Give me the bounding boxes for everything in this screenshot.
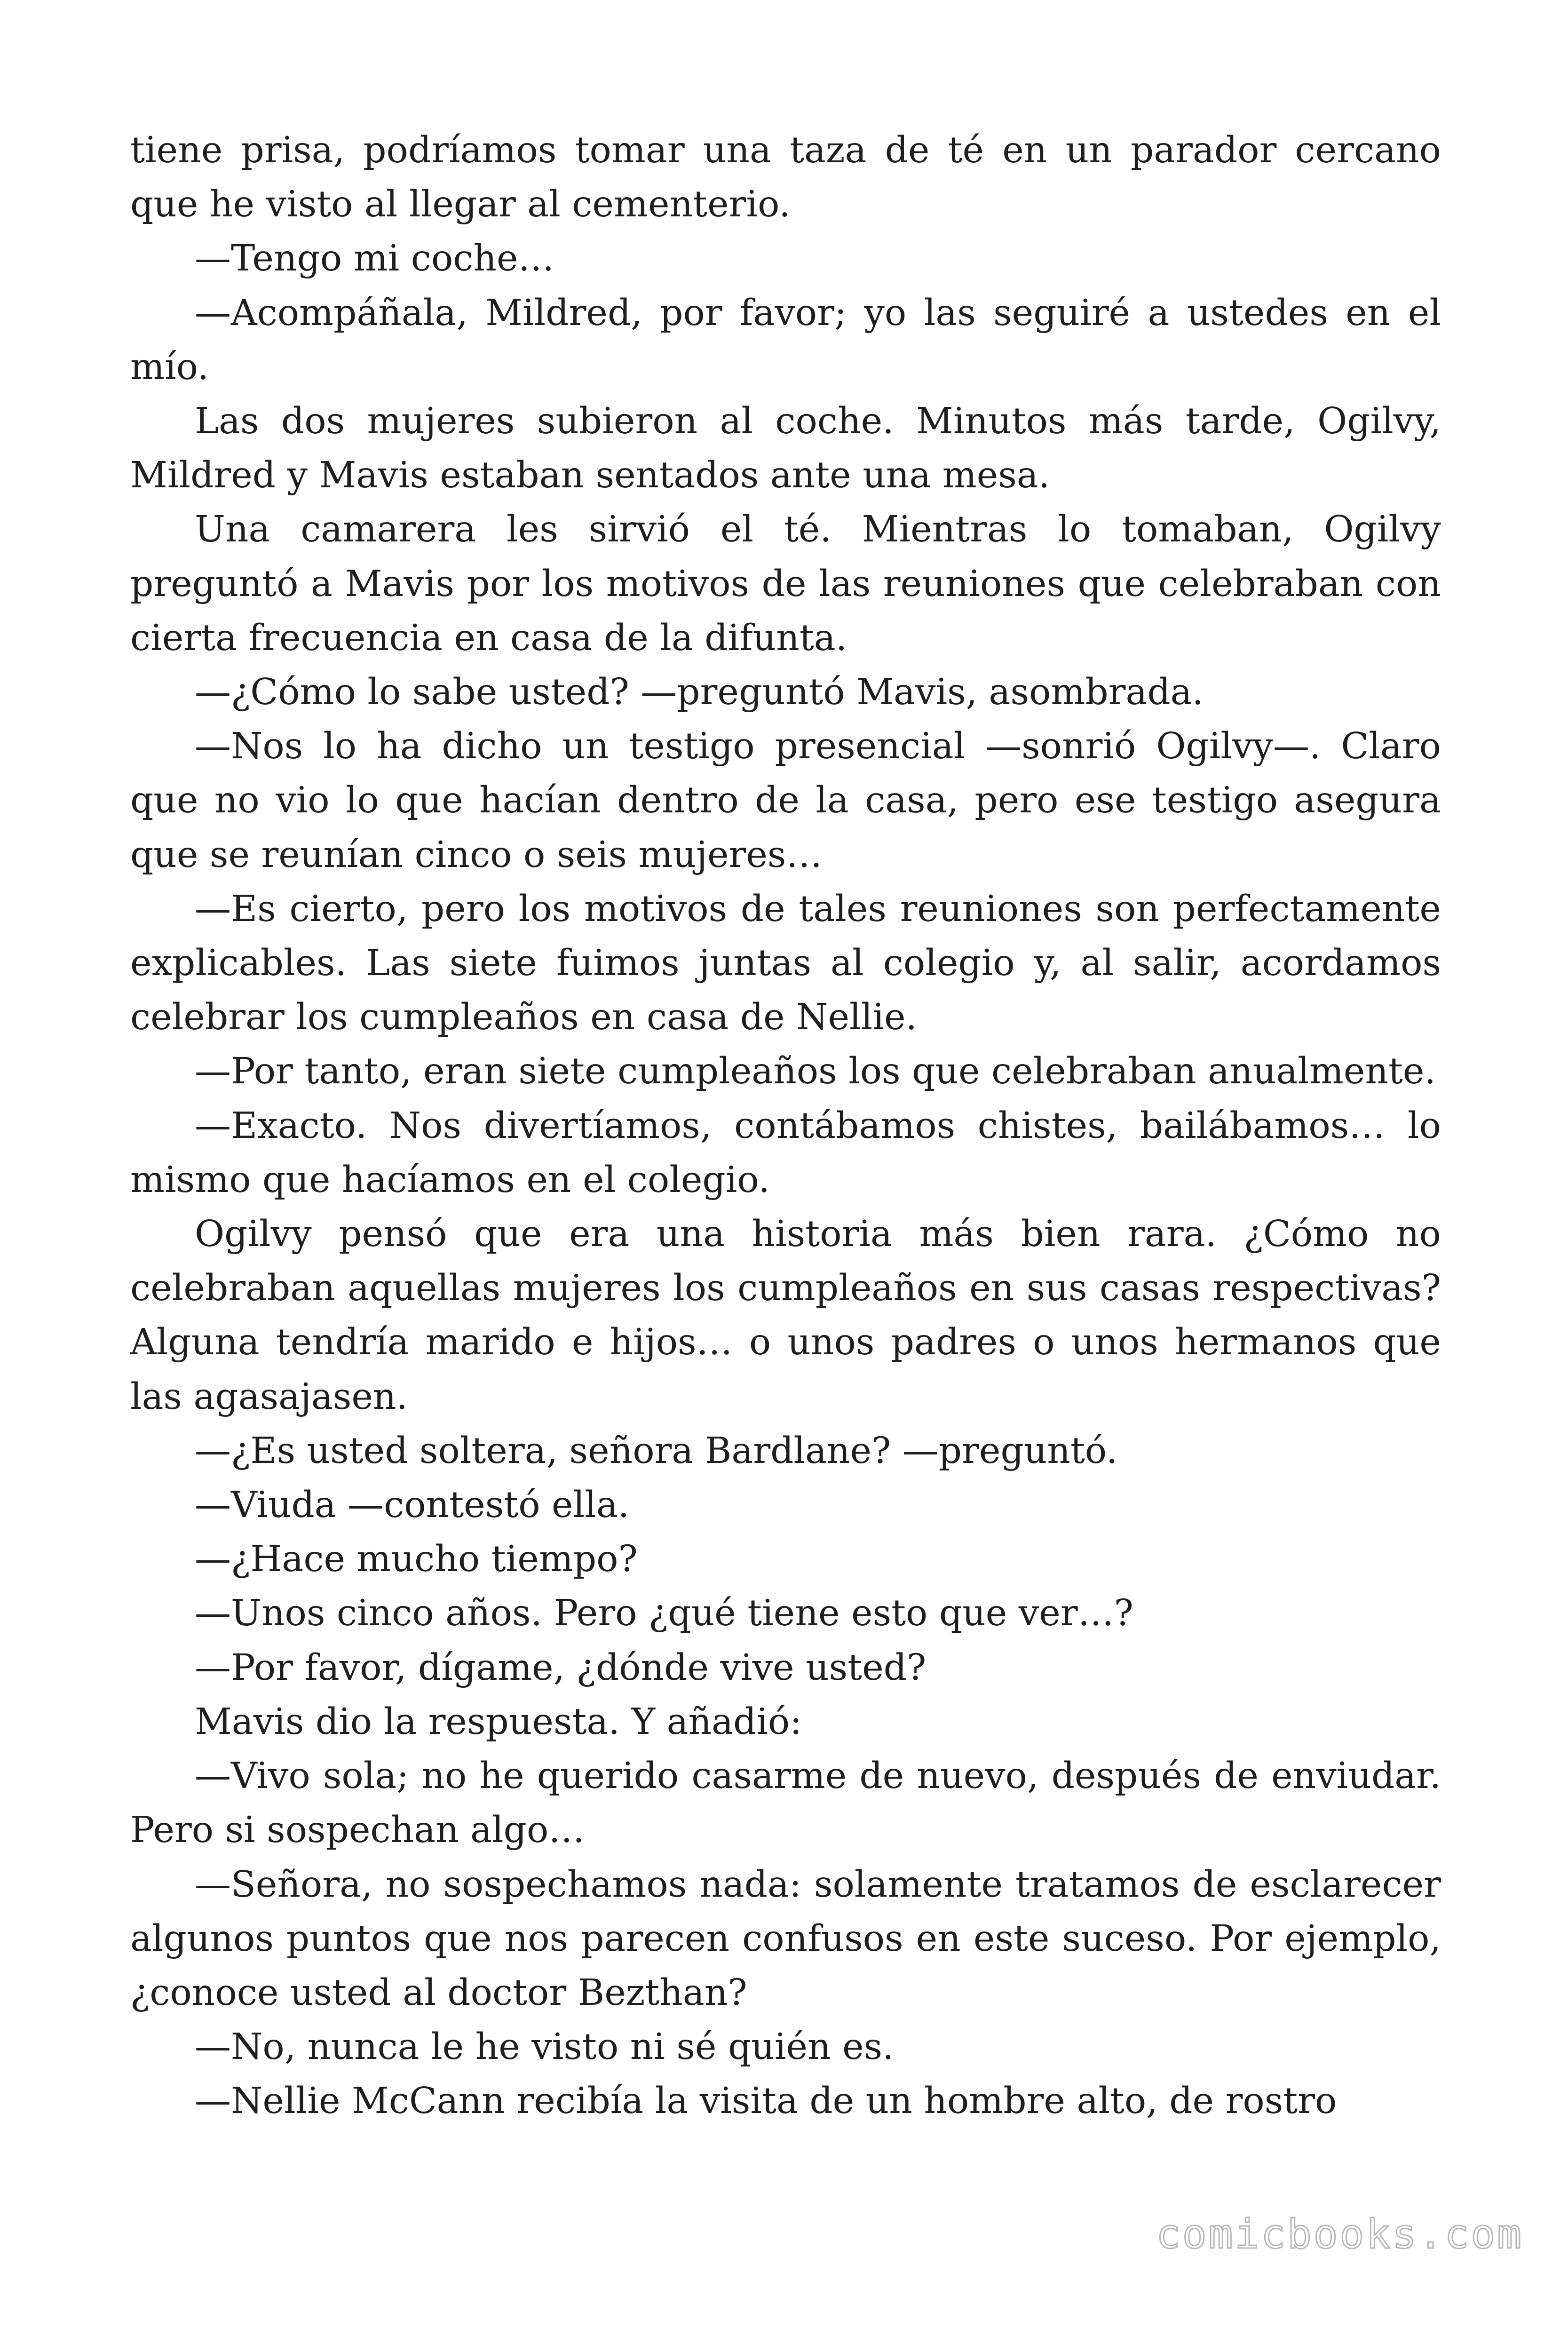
paragraph-dialogue: —Vivo sola; no he querido casarme de nuevo, después de enviudar. Pero si sospechan algo… [130,1755,1441,1851]
paragraph-narration: Una camarera les sirvió el té. Mientras lo tomaban, Ogilvy preguntó a Mavis por los motivos de las reuniones que celebraban con cierta frecuencia en casa de la difunta. [130,509,1441,659]
paragraph-dialogue: —No, nunca le he visto ni sé quién es. [195,2026,894,2068]
paragraph-dialogue: —¿Cómo lo sabe usted? —preguntó Mavis, asombrada. [195,671,1204,714]
paragraph-dialogue: —Nellie McCann recibía la visita de un hombre alto, de rostro [195,2080,1337,2122]
paragraph-dialogue: —Unos cinco años. Pero ¿qué tiene esto que ver…? [195,1592,1133,1635]
paragraph-dialogue: —Viuda —contestó ella. [195,1484,630,1526]
paragraph-narration: Ogilvy pensó que era una historia más bien rara. ¿Cómo no celebraban aquellas mujeres los cumpleaños en sus casas respectivas? Alguna tendría marido e hijos… o unos padres o unos hermanos que las agasajasen. [130,1213,1441,1418]
paragraph-dialogue: —Nos lo ha dicho un testigo presencial —sonrió Ogilvy—. Claro que no vio lo que hacían dentro de la casa, pero ese testigo asegura que se reunían cinco o seis mujeres… [130,725,1441,876]
paragraph-dialogue: —Por tanto, eran siete cumpleaños los que celebraban anualmente. [195,1050,1436,1093]
body-text [130,123,1441,2129]
paragraph-dialogue: —Señora, no sospechamos nada: solamente tratamos de esclarecer algunos puntos que nos parecen confusos en este suceso. Por ejemplo, ¿conoce usted al doctor Bezthan? [130,1863,1441,2014]
paragraph-dialogue: —Exacto. Nos divertíamos, contábamos chistes, bailábamos… lo mismo que hacíamos en el colegio. [130,1104,1441,1201]
watermark: comicbooks.com [1156,2211,1523,2258]
paragraph-narration: Las dos mujeres subieron al coche. Minutos más tarde, Ogilvy, Mildred y Mavis estaban sentados ante una mesa. [130,400,1441,497]
paragraph-dialogue: —Es cierto, pero los motivos de tales reuniones son perfectamente explicables. Las siete fuimos juntas al colegio y, al salir, acordamos celebrar los cumpleaños en casa de Nellie. [130,888,1441,1039]
paragraph-dialogue: —¿Es usted soltera, señora Bardlane? —preguntó. [195,1430,1118,1472]
paragraph-narration: Mavis dio la respuesta. Y añadió: [195,1700,802,1743]
paragraph-dialogue: —Acompáñala, Mildred, por favor; yo las seguiré a ustedes en el mío. [130,292,1441,388]
paragraph-dialogue: —Por favor, dígame, ¿dónde vive usted? [195,1646,927,1689]
paragraph-continuation: tiene prisa, podríamos tomar una taza de té en un parador cercano que he visto al llegar al cementerio. [130,129,1441,226]
paragraph-dialogue: —Tengo mi coche… [195,238,554,280]
paragraph-dialogue: —¿Hace mucho tiempo? [195,1538,638,1581]
